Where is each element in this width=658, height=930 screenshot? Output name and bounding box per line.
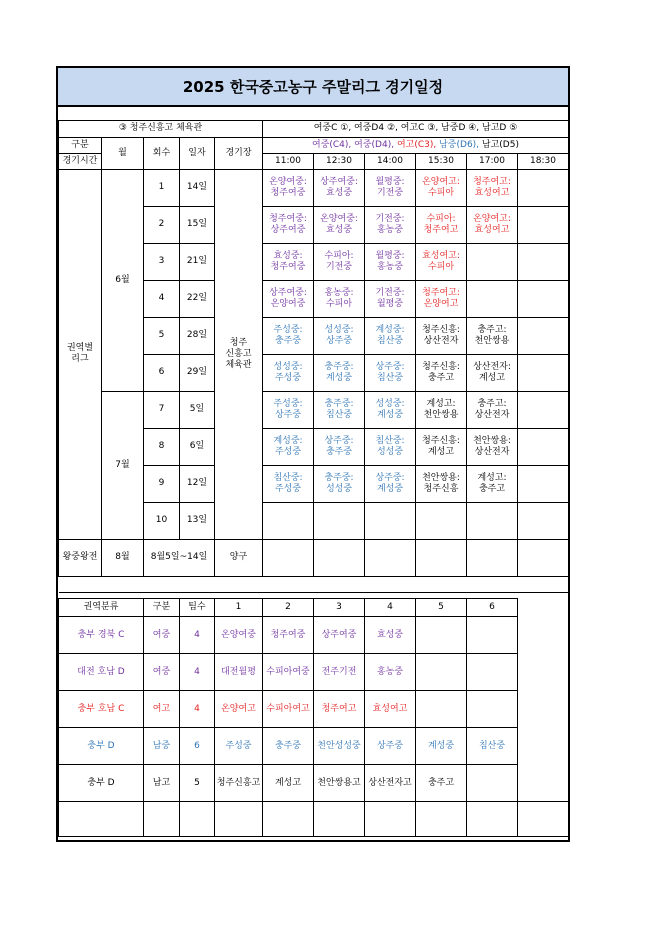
team-cell: 온양여고 — [215, 691, 263, 728]
date-cell: 28일 — [180, 317, 215, 354]
region-cell: 충부 D — [59, 765, 144, 802]
table-row — [59, 617, 569, 654]
team-cell: 효성중 — [365, 617, 416, 654]
teams-cell: 5 — [180, 765, 215, 802]
game-cell — [263, 502, 314, 539]
team-cell: 효성여고 — [365, 691, 416, 728]
empty-cell — [59, 802, 144, 837]
game-cell: 계성고: 천안쌍용 — [416, 391, 467, 428]
team-cell: 청주신흥고 — [215, 765, 263, 802]
game-cell: 상주여중: 효성중 — [314, 169, 365, 206]
round-cell: 10 — [144, 502, 180, 539]
game-cell: 청주여고: 효성여고 — [467, 169, 518, 206]
game-cell — [416, 502, 467, 539]
table-row — [59, 169, 569, 206]
gubun-cell: 남중 — [144, 728, 180, 765]
game-cell — [467, 243, 518, 280]
teams-cell: 4 — [180, 691, 215, 728]
game-cell: 청주신흥: 계성고 — [416, 428, 467, 465]
table-row — [59, 728, 569, 765]
team-cell: 계성중 — [416, 728, 467, 765]
game-cell — [518, 280, 569, 317]
game-cell: 상주여중: 온양여중 — [263, 280, 314, 317]
champion-label: 왕중왕전 — [59, 539, 102, 576]
game-cell: 기전중: 월평중 — [365, 280, 416, 317]
header-region: 권역분류 — [59, 599, 144, 617]
table-row — [59, 539, 569, 576]
game-cell: 계성고: 충주고 — [467, 465, 518, 502]
header-round: 회수 — [144, 137, 180, 169]
empty-cell — [314, 802, 365, 837]
game-cell — [518, 206, 569, 243]
empty-cell — [263, 802, 314, 837]
schedule-table — [58, 105, 569, 593]
table-row — [59, 120, 569, 137]
game-cell — [518, 169, 569, 206]
game-cell: 계성중: 주성중 — [263, 428, 314, 465]
round-cell: 8 — [144, 428, 180, 465]
team-cell: 천안성성중 — [314, 728, 365, 765]
game-cell: 상주중: 계성중 — [365, 465, 416, 502]
game-cell: 충주중: 성성중 — [314, 465, 365, 502]
game-cell: 청주여중: 상주여중 — [263, 206, 314, 243]
team-cell: 천안쌍용고 — [314, 765, 365, 802]
team-cell: 수피아여중 — [263, 654, 314, 691]
game-cell — [518, 391, 569, 428]
header-teams: 팀수 — [180, 599, 215, 617]
game-cell: 수피아: 청주여고 — [416, 206, 467, 243]
month-cell: 6월 — [102, 169, 144, 391]
round-cell: 2 — [144, 206, 180, 243]
venue-header: ③ 청주신흥고 체육관 — [59, 120, 263, 137]
team-cell: 상주여중 — [314, 617, 365, 654]
table-row — [59, 105, 569, 120]
header-date: 일자 — [180, 137, 215, 169]
game-cell: 성성중: 계성중 — [365, 391, 416, 428]
month-cell: 7월 — [102, 391, 144, 539]
team-cell — [467, 691, 518, 728]
date-cell: 6일 — [180, 428, 215, 465]
champion-date: 8월5일~14일 — [144, 539, 215, 576]
legend-line: 여중C ①, 여중D4 ②, 여고C ③, 남중D ④, 남고D ⑤ — [263, 120, 569, 137]
game-cell: 충주중: 침산중 — [314, 391, 365, 428]
date-cell: 22일 — [180, 280, 215, 317]
game-cell: 천안쌍용: 상산전자 — [467, 428, 518, 465]
empty-cell — [416, 539, 467, 576]
team-cell: 홍농중 — [365, 654, 416, 691]
header-team-num: 5 — [416, 599, 467, 617]
game-cell: 성성중: 상주중 — [314, 317, 365, 354]
date-cell: 21일 — [180, 243, 215, 280]
region-cell: 대전 호남 D — [59, 654, 144, 691]
date-cell: 15일 — [180, 206, 215, 243]
empty-cell — [467, 802, 518, 837]
gubun-cell: 남고 — [144, 765, 180, 802]
game-cell: 수피아: 기전중 — [314, 243, 365, 280]
game-cell: 주성중: 충주중 — [263, 317, 314, 354]
date-cell: 14일 — [180, 169, 215, 206]
game-cell: 홍농중: 수피아 — [314, 280, 365, 317]
legend-colored — [263, 137, 569, 153]
empty-cell — [467, 539, 518, 576]
header-month: 월 — [102, 137, 144, 169]
header-team-num: 6 — [467, 599, 518, 617]
gubun-cell: 여고 — [144, 691, 180, 728]
team-cell: 전주기전 — [314, 654, 365, 691]
game-cell: 충주고: 상산전자 — [467, 391, 518, 428]
team-cell: 수피아여고 — [263, 691, 314, 728]
time-slot: 12:30 — [314, 153, 365, 169]
team-cell: 청주여고 — [314, 691, 365, 728]
time-slot: 17:00 — [467, 153, 518, 169]
team-cell — [467, 765, 518, 802]
legend-item: 여중(D4), — [354, 139, 397, 150]
team-cell — [467, 617, 518, 654]
team-cell: 상주중 — [365, 728, 416, 765]
table-row — [59, 599, 569, 617]
game-cell: 성성중: 주성중 — [263, 354, 314, 391]
time-slot: 15:30 — [416, 153, 467, 169]
round-cell: 5 — [144, 317, 180, 354]
round-cell: 4 — [144, 280, 180, 317]
empty-cell — [144, 802, 180, 837]
game-cell: 천안쌍용: 청주신흥 — [416, 465, 467, 502]
gubun-cell: 여중 — [144, 617, 180, 654]
game-cell: 기전중: 홍농중 — [365, 206, 416, 243]
empty-cell — [215, 802, 263, 837]
game-cell: 효성여고: 수피아 — [416, 243, 467, 280]
team-cell: 충주중 — [263, 728, 314, 765]
teams-cell: 4 — [180, 654, 215, 691]
team-cell: 주성중 — [215, 728, 263, 765]
table-row — [59, 691, 569, 728]
empty-cell — [518, 539, 569, 576]
game-cell: 온양여고: 수피아 — [416, 169, 467, 206]
legend-item: 여고(C3), — [396, 139, 440, 150]
region-cell: 충부 D — [59, 728, 144, 765]
time-slot: 14:00 — [365, 153, 416, 169]
game-cell: 월평중: 홍농중 — [365, 243, 416, 280]
game-cell — [518, 317, 569, 354]
date-cell: 5일 — [180, 391, 215, 428]
game-cell — [518, 354, 569, 391]
header-team-num: 3 — [314, 599, 365, 617]
game-cell — [518, 502, 569, 539]
legend-item: 여중(C4), — [312, 139, 355, 150]
game-cell: 충주고: 천안쌍용 — [467, 317, 518, 354]
header-gubun: 구분 — [144, 599, 180, 617]
schedule-sheet — [56, 66, 570, 842]
game-cell: 청주신흥: 상산전자 — [416, 317, 467, 354]
game-cell: 청주신흥: 충주고 — [416, 354, 467, 391]
legend-item: 남고(D5) — [481, 139, 519, 150]
empty-cell — [180, 802, 215, 837]
empty-cell — [365, 802, 416, 837]
game-cell — [518, 465, 569, 502]
game-cell: 온양여중: 청주여중 — [263, 169, 314, 206]
header-gubun: 구분 — [59, 137, 102, 153]
empty-cell — [314, 539, 365, 576]
champion-month: 8월 — [102, 539, 144, 576]
date-cell: 13일 — [180, 502, 215, 539]
gubun-cell: 여중 — [144, 654, 180, 691]
header-team-num: 4 — [365, 599, 416, 617]
spacer-row — [59, 576, 569, 592]
table-row — [59, 654, 569, 691]
round-cell: 7 — [144, 391, 180, 428]
game-cell: 계성중: 침산중 — [365, 317, 416, 354]
game-cell: 효성중: 청주여중 — [263, 243, 314, 280]
team-cell: 상산전자고 — [365, 765, 416, 802]
time-slot: 18:30 — [518, 153, 569, 169]
game-cell: 온양여고: 효성여고 — [467, 206, 518, 243]
team-cell — [416, 617, 467, 654]
header-team-num: 2 — [263, 599, 314, 617]
game-cell: 상주중: 침산중 — [365, 354, 416, 391]
header-game-time: 경기시간 — [59, 153, 102, 169]
summary-table — [58, 598, 569, 837]
game-cell: 월평중: 기전중 — [365, 169, 416, 206]
date-cell: 12일 — [180, 465, 215, 502]
table-row — [59, 765, 569, 802]
team-cell: 온양여중 — [215, 617, 263, 654]
empty-cell — [263, 539, 314, 576]
game-cell: 침산중: 성성중 — [365, 428, 416, 465]
region-cell: 충부 호남 C — [59, 691, 144, 728]
table-row — [59, 137, 569, 153]
game-cell: 상주중: 충주중 — [314, 428, 365, 465]
team-cell — [416, 654, 467, 691]
team-cell: 침산중 — [467, 728, 518, 765]
table-row — [59, 802, 569, 837]
date-cell: 29일 — [180, 354, 215, 391]
page-title: 2025 한국중고농구 주말리그 경기일정 — [58, 68, 568, 107]
champion-venue: 양구 — [215, 539, 263, 576]
team-cell: 충주고 — [416, 765, 467, 802]
teams-cell: 6 — [180, 728, 215, 765]
round-cell: 3 — [144, 243, 180, 280]
game-cell — [467, 280, 518, 317]
header-team-num: 1 — [215, 599, 263, 617]
table-row — [59, 391, 569, 428]
table-row — [59, 576, 569, 592]
legend-item: 남중(D6), — [439, 139, 482, 150]
game-cell: 주성중: 상주중 — [263, 391, 314, 428]
empty-cell — [518, 802, 569, 837]
spacer-row — [59, 105, 569, 120]
league-label: 권역별 리그 — [59, 169, 102, 539]
game-cell — [518, 428, 569, 465]
game-cell — [314, 502, 365, 539]
game-cell: 상산전자: 계성고 — [467, 354, 518, 391]
teams-cell: 4 — [180, 617, 215, 654]
team-cell: 대전월평 — [215, 654, 263, 691]
team-cell: 계성고 — [263, 765, 314, 802]
header-venue: 경기장 — [215, 137, 263, 169]
team-cell: 청주여중 — [263, 617, 314, 654]
game-cell: 온양여중: 효성중 — [314, 206, 365, 243]
venue-cell: 청주 신흥고 체육관 — [215, 169, 263, 539]
game-cell: 충주중: 계성중 — [314, 354, 365, 391]
region-cell: 충부 경북 C — [59, 617, 144, 654]
round-cell: 1 — [144, 169, 180, 206]
time-slot: 11:00 — [263, 153, 314, 169]
game-cell — [467, 502, 518, 539]
game-cell — [365, 502, 416, 539]
team-cell — [416, 691, 467, 728]
empty-cell — [416, 802, 467, 837]
game-cell — [518, 243, 569, 280]
empty-cell — [365, 539, 416, 576]
round-cell: 9 — [144, 465, 180, 502]
round-cell: 6 — [144, 354, 180, 391]
game-cell: 청주여고: 온양여고 — [416, 280, 467, 317]
game-cell: 침산중: 주성중 — [263, 465, 314, 502]
team-cell — [467, 654, 518, 691]
